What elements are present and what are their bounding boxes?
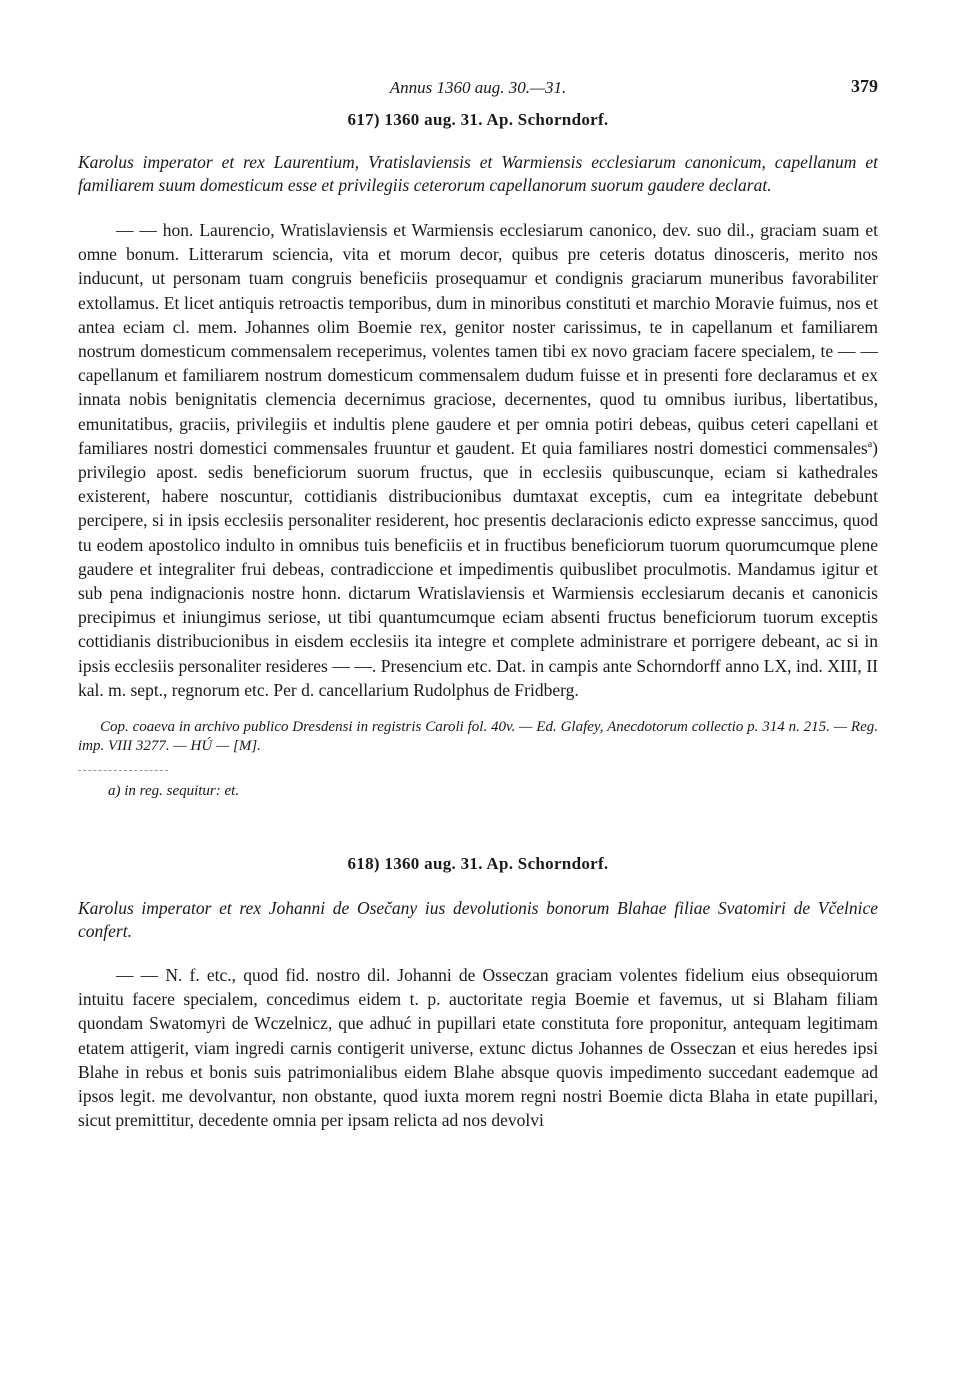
charter-text-618: — — N. f. etc., quod fid. nostro dil. Johanni de Osseczan graciam volentes fidelium eius obsequiorum intuitu facere specialem, concedimus eidem t. p. auctoritate regia Boemie et favemus, ut si Blaham filiam quondam Swatomyri de Wczelnicz, que adhuć in pupillari etate constituta fore proponitur, antequam legitimam etatem attigerit, viam ingredi carnis contigerit universe, extunc dictus Johannes de Osseczan et eius heredes ipsi Blahe in rebus et bonis suis patrimonialibus eidem Blahe absque quovis impedimento succedant eademque ad ipsos legit. me devolvantur, non obstante, quod iuxta morem regni nostri Boemie dicta Blaha in etate pupillari, sicut premittitur, decedente omnia per ipsam relicta ad nos devolvi (78, 965, 878, 1131)
document-heading-618: 618) 1360 aug. 31. Ap. Schorndorf. (347, 854, 609, 874)
footnote-marker: a (867, 439, 873, 450)
regest-618: Karolus imperator et rex Johanni de Osečany ius devolutionis bonorum Blahae filiae Svatomiri de Včelnice confert. (78, 898, 878, 942)
regest-617: Karolus imperator et rex Laurentium, Vratislaviensis et Warmiensis ecclesiarum canonicum, capellanum et familiarem suum domesticum esse et privilegiis ceterorum capellanorum suorum gaudere declarat. (78, 152, 878, 195)
footnote-separator (78, 770, 168, 771)
document-page (78, 78, 878, 1132)
document-heading-617: 617) 1360 aug. 31. Ap. Schorndorf. (347, 110, 609, 129)
charter-text-617-part1: — — hon. Laurencio, Wratislaviensis et Warmiensis ecclesiarum canonico, dev. suo dil., graciam suam et omne bonum. Litterarum sciencia, vita et morum decor, quibus pre ceteris dotatus dinosceris, merito nos inducunt, ut personam tuam congruis beneficiis prosequamur et condignis graciarum muneribus favorabiliter extollamus. Et licet antiquis retroactis temporibus, dum in minoribus constituti et marchio Moravie fuimus, nos et antea eciam cl. mem. Johannes olim Boemie rex, genitor noster carissimus, te in capellanum et familiarem nostrum domesticum commensalem receperimus, volentes tamen tibi ex novo graciam facere specialem, te — — capellanum et familiarem nostrum domesticum commensalem dudum fuisse et in presenti fore declaramus et ex innata nobis benignitatis clemencia decernimus graciose, decernentes, quod tu omnibus iuribus, libertatibus, emunitatibus, graciis, privilegiis et indultis plene gaudere et per omnia potiri debeas, quibus ceteri capellani et familiares nostri domestici commensales fruuntur et gaudent. Et quia familiares nostri domestici commensales (78, 220, 878, 458)
footnote-a: a) in reg. sequitur: et. (108, 783, 240, 800)
charter-text-617-part2: ) privilegio apost. sedis beneficiorum suorum fructus, que in ecclesiis quibuscunque, eciam si kathedrales existerent, habere noscuntur, cottidianis distribucionibus dumtaxat exceptis, cum ea integritate debebunt percipere, si in ipsis ecclesiis personaliter residerent, hoc presentis declaracionis edicto expresse sanccimus, quod tu eodem apostolico indulto in omnibus tuis beneficiis et in fructibus beneficiorum tuorum quorumcumque plene gaudere et integraliter frui debeas, contradiccione et impedimentis quibuslibet proculmotis. Mandamus igitur et sub pena indignacionis nostre honn. dictarum Wratislaviensis et Warmiensis ecclesiarum decanis et canonicis precipimus et iniungimus seriose, ut tibi quantumcumque eciam absenti fructus beneficiorum tuorum exceptis cottidianis distribucionibus in eisdem ecclesiis ita integre et complete administrare et porrigere debeant, ac si in ipsis ecclesiis personaliter resideres — —. Presencium etc. Dat. in campis ante Schorndorff anno LX, ind. XIII, II kal. m. sept., regnorum etc. Per d. cancellarium Rudolphus de Fridberg. (78, 437, 878, 700)
running-title: Annus 1360 aug. 30.—31. (389, 78, 567, 97)
charter-text-617 (78, 218, 878, 702)
page-number: 379 (851, 76, 878, 96)
source-note-617: Cop. coaeva in archivo publico Dresdensi in registris Caroli fol. 40v. — Ed. Glafey, Anecdotorum collectio p. 314 n. 215. — Reg. imp. VIII 3277. — HÚ — [M]. (78, 719, 878, 755)
page-header (78, 78, 878, 110)
